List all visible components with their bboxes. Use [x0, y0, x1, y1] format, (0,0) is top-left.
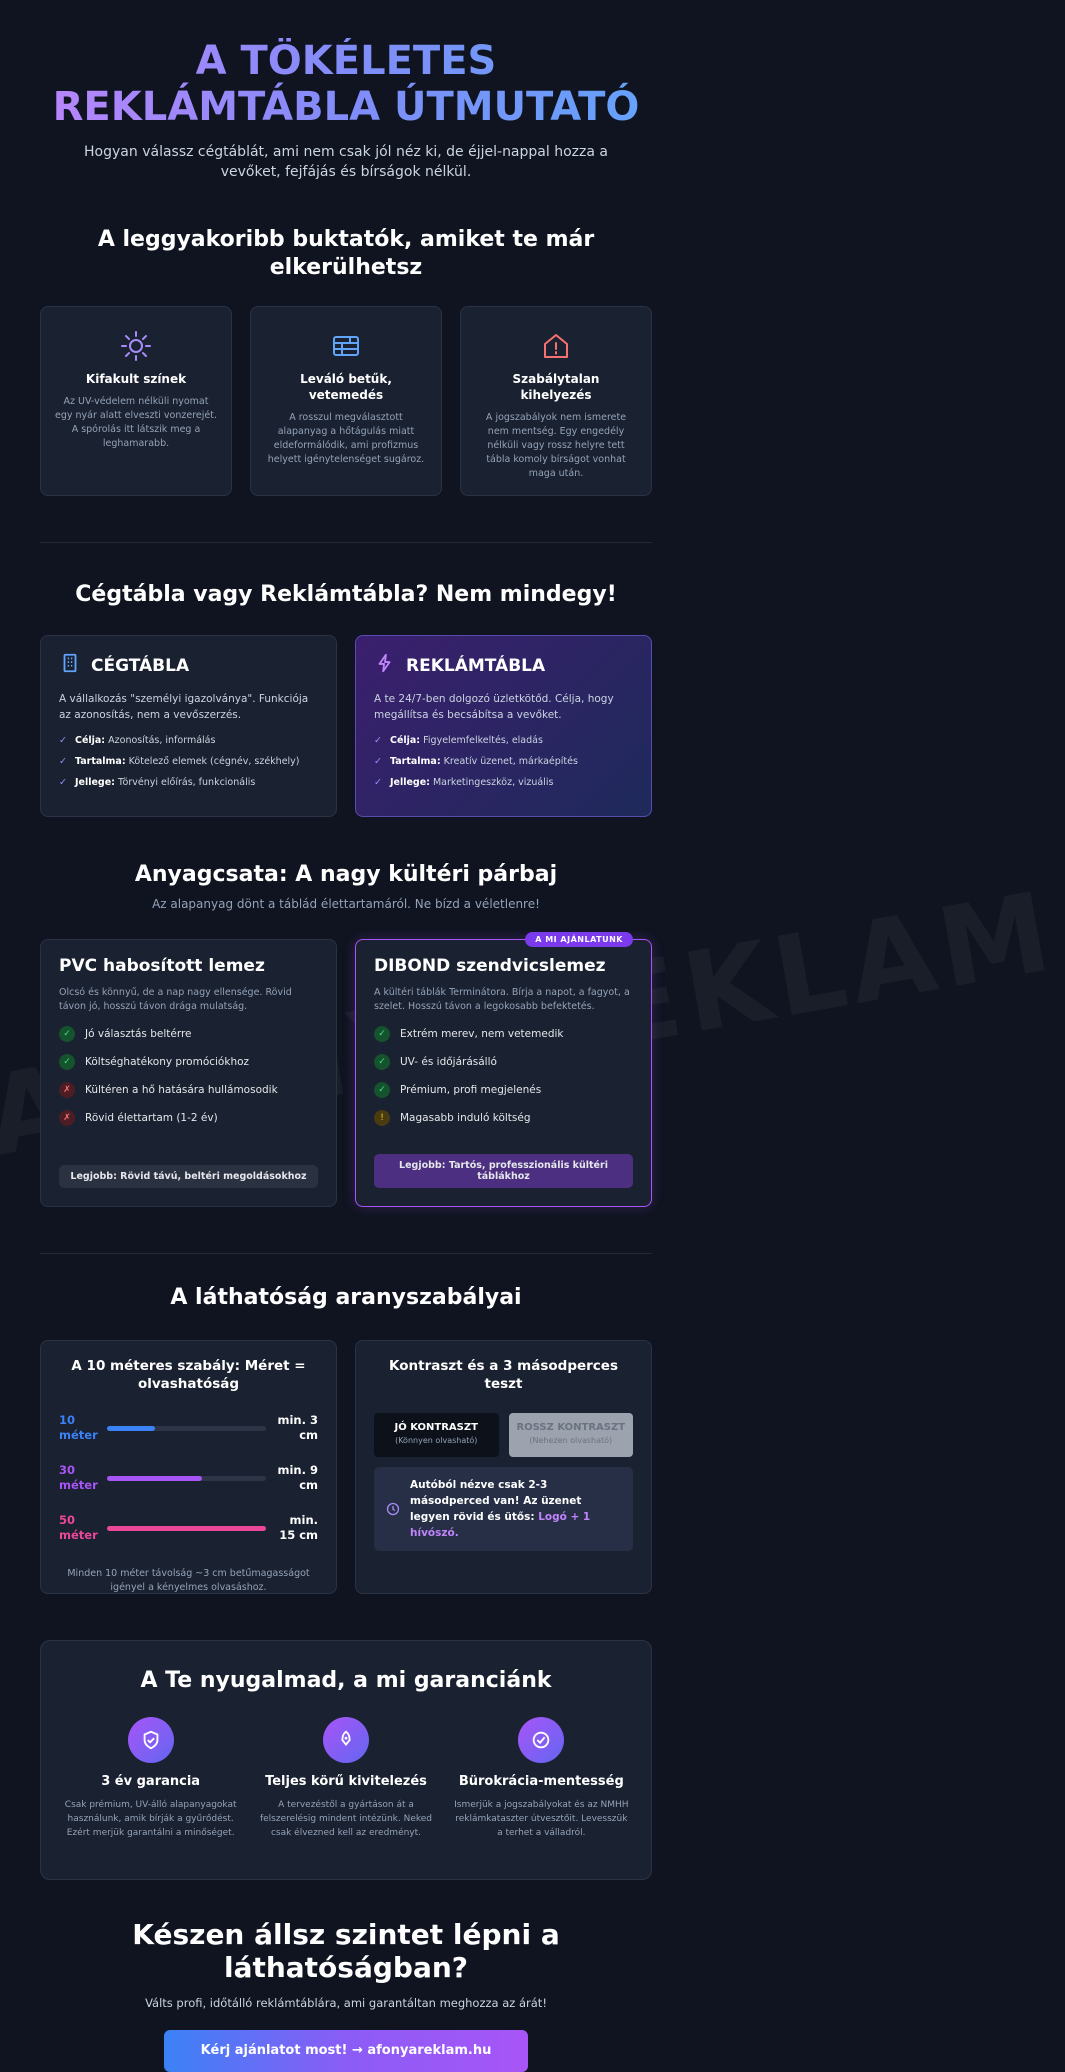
min-size-label: min. 3 cm — [277, 1413, 318, 1442]
page-subtitle: Hogyan válassz cégtáblát, ami nem csak jól néz ki, de éjjel-nappal hozza a vevőket, fejfájás és bírságok nélkül. — [84, 144, 608, 180]
size-rule-note: Minden 10 méter távolság ~3 cm betűmagasságot igényel a kényelmes olvasáshoz. — [67, 1568, 310, 1593]
guarantee-section — [40, 1640, 652, 1880]
feature-value: Kreatív üzenet, márkaépítés — [443, 756, 578, 767]
bolt-icon — [374, 652, 396, 679]
material-desc: Olcsó és könnyű, de a nap nagy ellensége. Rövid távon jó, hosszú távon drága mulatság. — [59, 987, 292, 1012]
check-circle-icon — [518, 1717, 564, 1763]
feature-text — [75, 756, 300, 767]
title-line-1: A TÖKÉLETES — [195, 38, 497, 84]
guarantee-text: A tervezéstől a gyártáson át a felszerelésig mindent intézünk. Neked csak élvezned kell az eredményt. — [259, 1800, 433, 1838]
feature-item — [59, 756, 318, 767]
guarantee-item — [452, 1717, 631, 1840]
material-row-text: Magasabb induló költség — [400, 1112, 531, 1124]
pitfall-text: Az UV-védelem nélküli nyomat egy nyár alatt elveszti vonzerejét. A spórolás itt látszik meg a leghamarabb. — [55, 396, 217, 449]
min-size-label: min. 9 cm — [277, 1463, 318, 1492]
pitfall-text: A rosszul megválasztott alapanyag a hőtágulás miatt eldeformálódik, ami profizmus helyett igénytelenséget sugároz. — [267, 412, 425, 465]
contrast-title: Kontraszt és a 3 másodperces teszt — [389, 1358, 618, 1392]
check-icon: ✓ — [374, 756, 382, 767]
dibond-card — [355, 935, 652, 1207]
contrast-card — [355, 1340, 652, 1594]
reklamtabla-card — [355, 635, 652, 817]
guarantee-title: Teljes körű kivitelezés — [265, 1774, 427, 1789]
material-row — [59, 1054, 318, 1070]
material-title: Anyagcsata: A nagy kültéri párbaj — [134, 862, 558, 887]
size-bars — [59, 1413, 318, 1543]
feature-value: Kötelező elemek (cégnév, székhely) — [128, 756, 300, 767]
guarantee-text: Ismerjük a jogszabályokat és az NMHH reklámkataszter útvesztőit. Levesszük a terhet a válladról. — [454, 1800, 629, 1838]
material-row — [59, 1026, 318, 1042]
pitfall-card — [460, 306, 652, 496]
bad-contrast-label: ROSSZ KONTRASZT — [516, 1422, 626, 1433]
material-row — [59, 1110, 318, 1126]
feature-text — [75, 735, 215, 746]
feature-key: Jellege: — [389, 777, 430, 788]
guarantee-title: A Te nyugalmad, a mi garanciánk — [140, 1668, 552, 1693]
tip-highlight: Logó + 1 hívószó. — [410, 1511, 591, 1539]
guarantee-text: Csak prémium, UV-álló alapanyagokat használunk, amik bírják a gyűrődést. Ezért merjük garantálni a minőséget. — [64, 1800, 237, 1838]
material-title: DIBOND szendvicslemez — [374, 956, 606, 976]
visibility-title: A láthatóság aranyszabályai — [170, 1285, 522, 1310]
bad-contrast-sample — [509, 1413, 634, 1457]
feature-item — [374, 777, 633, 788]
bad-contrast-note: (Nehezen olvasható) — [529, 1436, 613, 1445]
size-rule-card — [40, 1340, 337, 1594]
card-desc: A te 24/7-ben dolgozó üzletkötőd. Célja, hogy megállítsa és becsábítsa a vevőket. — [374, 693, 614, 721]
feature-text — [390, 777, 553, 788]
pitfall-title: Leváló betűk, vetemedés — [300, 372, 392, 402]
min-size-label: min. 15 cm — [279, 1513, 318, 1542]
cta-subtitle: Válts profi, időtálló reklámtáblára, ami garantáltan meghozza az árát! — [145, 1996, 547, 2010]
check-icon: ✓ — [59, 735, 67, 746]
good-contrast-label: JÓ KONTRASZT — [394, 1422, 478, 1433]
page-title — [0, 38, 692, 130]
divider — [40, 542, 652, 543]
guarantee-item — [61, 1717, 240, 1840]
guarantee-item — [256, 1717, 435, 1840]
check-icon: ✓ — [59, 1026, 75, 1042]
rocket-icon — [323, 1717, 369, 1763]
material-row — [374, 1110, 633, 1126]
pitfalls-grid — [40, 306, 652, 496]
material-row-text: Rövid élettartam (1-2 év) — [85, 1112, 218, 1124]
check-icon: ✓ — [374, 777, 382, 788]
material-section — [0, 861, 692, 1207]
size-bar-track — [107, 1426, 266, 1431]
card-title: REKLÁMTÁBLA — [406, 655, 546, 676]
feature-value: Figyelemfelkeltés, eladás — [423, 735, 543, 746]
size-row — [59, 1513, 318, 1543]
check-icon: ✓ — [374, 1082, 390, 1098]
size-bar-track — [107, 1476, 266, 1481]
feature-key: Célja: — [389, 735, 421, 746]
cross-icon: ✗ — [59, 1082, 75, 1098]
check-icon: ✓ — [374, 1054, 390, 1070]
compare-section — [0, 581, 692, 817]
material-row — [374, 1082, 633, 1098]
warning-home-icon — [539, 329, 573, 363]
badge-icon — [128, 1717, 174, 1763]
compare-title: Cégtábla vagy Reklámtábla? Nem mindegy! — [75, 582, 617, 607]
hero — [0, 0, 692, 182]
size-row — [59, 1413, 318, 1443]
distance-label: 30 méter — [59, 1463, 98, 1492]
feature-text — [390, 735, 543, 746]
size-bar-fill — [107, 1476, 202, 1481]
divider — [40, 1253, 652, 1254]
building-icon — [59, 652, 81, 679]
guarantee-title: Bürokrácia-mentesség — [458, 1774, 624, 1789]
check-icon: ✓ — [374, 735, 382, 746]
material-row-text: Jó választás beltérre — [85, 1028, 192, 1040]
feature-item — [374, 756, 633, 767]
guarantee-grid — [61, 1717, 631, 1840]
material-row-text: Extrém merev, nem vetemedik — [400, 1028, 564, 1040]
feature-item — [59, 777, 318, 788]
cegtabla-card — [40, 635, 337, 817]
check-icon: ✓ — [59, 756, 67, 767]
request-quote-button[interactable]: Kérj ajánlatot most! → afonyareklam.hu — [164, 2030, 528, 2072]
feature-value: Marketingeszköz, vizuális — [432, 777, 554, 788]
feature-item — [59, 735, 318, 746]
size-rule-title: A 10 méteres szabály: Méret = olvashatóság — [71, 1358, 306, 1392]
guarantee-title: 3 év garancia — [101, 1774, 201, 1789]
feature-value: Törvényi előírás, funkcionális — [117, 777, 256, 788]
check-icon: ✓ — [374, 1026, 390, 1042]
good-contrast-note: (Könnyen olvasható) — [395, 1436, 478, 1445]
material-row — [374, 1054, 633, 1070]
warning-icon: ! — [374, 1110, 390, 1126]
card-header — [374, 652, 633, 679]
size-bar-fill — [107, 1526, 266, 1531]
feature-key: Jellege: — [74, 777, 115, 788]
card-desc: A vállalkozás "személyi igazolványa". Funkciója az azonosítás, nem a vevőszerzés. — [59, 693, 309, 721]
good-contrast-sample — [374, 1413, 499, 1457]
material-row-text: Prémium, profi megjelenés — [400, 1084, 542, 1096]
feature-text — [75, 777, 255, 788]
distance-label: 50 méter — [59, 1513, 98, 1542]
title-line-2: REKLÁMTÁBLA ÚTMUTATÓ — [52, 84, 640, 130]
check-icon: ✓ — [59, 1054, 75, 1070]
size-row — [59, 1463, 318, 1493]
material-row — [374, 1026, 633, 1042]
pitfall-card — [250, 306, 442, 496]
recommended-badge: A MI AJÁNLATUNK — [525, 932, 633, 947]
feature-list — [374, 735, 633, 788]
material-row-text: Kültéren a hő hatására hullámosodik — [85, 1084, 278, 1096]
feature-key: Célja: — [74, 735, 106, 746]
feature-text — [390, 756, 578, 767]
sun-icon — [119, 329, 153, 363]
tip-main: Autóból nézve csak 2-3 másodperced van! Az üzenet legyen rövid és ütős: — [410, 1479, 582, 1523]
clock-icon — [386, 1502, 400, 1516]
check-icon: ✓ — [59, 777, 67, 788]
feature-key: Tartalma: — [74, 756, 126, 767]
material-best-for: Legjobb: Tartós, professzionális kültéri táblákhoz — [374, 1154, 633, 1188]
feature-list — [59, 735, 318, 788]
pitfalls-title: A leggyakoribb buktatók, amiket te már elkerülhetsz — [97, 227, 595, 280]
feature-value: Azonosítás, informálás — [108, 735, 216, 746]
material-row — [59, 1082, 318, 1098]
feature-key: Tartalma: — [389, 756, 441, 767]
pitfall-card — [40, 306, 232, 496]
tip-text — [410, 1477, 621, 1541]
material-row-text: UV- és időjárásálló — [400, 1056, 497, 1068]
material-title: PVC habosított lemez — [59, 956, 265, 976]
material-subtitle: Az alapanyag dönt a táblád élettartamáról. Ne bízd a véletlenre! — [152, 897, 540, 911]
material-best-for: Legjobb: Rövid távú, beltéri megoldásokhoz — [59, 1165, 318, 1188]
material-row-text: Költséghatékony promóciókhoz — [85, 1056, 250, 1068]
visibility-section — [0, 1284, 692, 1594]
cta-title: Készen állsz szintet lépni a láthatóságban? — [132, 1918, 560, 1984]
card-header — [59, 652, 318, 679]
pitfall-title: Kifakult színek — [85, 372, 187, 386]
cta-section — [0, 1918, 692, 2072]
cross-icon: ✗ — [59, 1110, 75, 1126]
size-bar-fill — [107, 1426, 155, 1431]
feature-item — [374, 735, 633, 746]
pvc-card — [40, 939, 337, 1207]
three-second-tip — [374, 1467, 633, 1551]
layers-icon — [329, 329, 363, 363]
card-title: CÉGTÁBLA — [91, 655, 190, 676]
size-bar-track — [107, 1526, 266, 1531]
material-desc: A kültéri táblák Terminátora. Bírja a napot, a fagyot, a szelet. Hosszú távon a legokosabb befektetés. — [374, 987, 630, 1012]
pitfall-title: Szabálytalan kihelyezés — [512, 372, 600, 402]
pitfalls-section — [0, 226, 692, 496]
pitfall-text: A jogszabályok nem ismerete nem mentség. Egy engedély nélküli vagy rossz helyre tett tábla komoly bírságot vonhat maga után. — [485, 412, 627, 479]
distance-label: 10 méter — [59, 1413, 98, 1442]
